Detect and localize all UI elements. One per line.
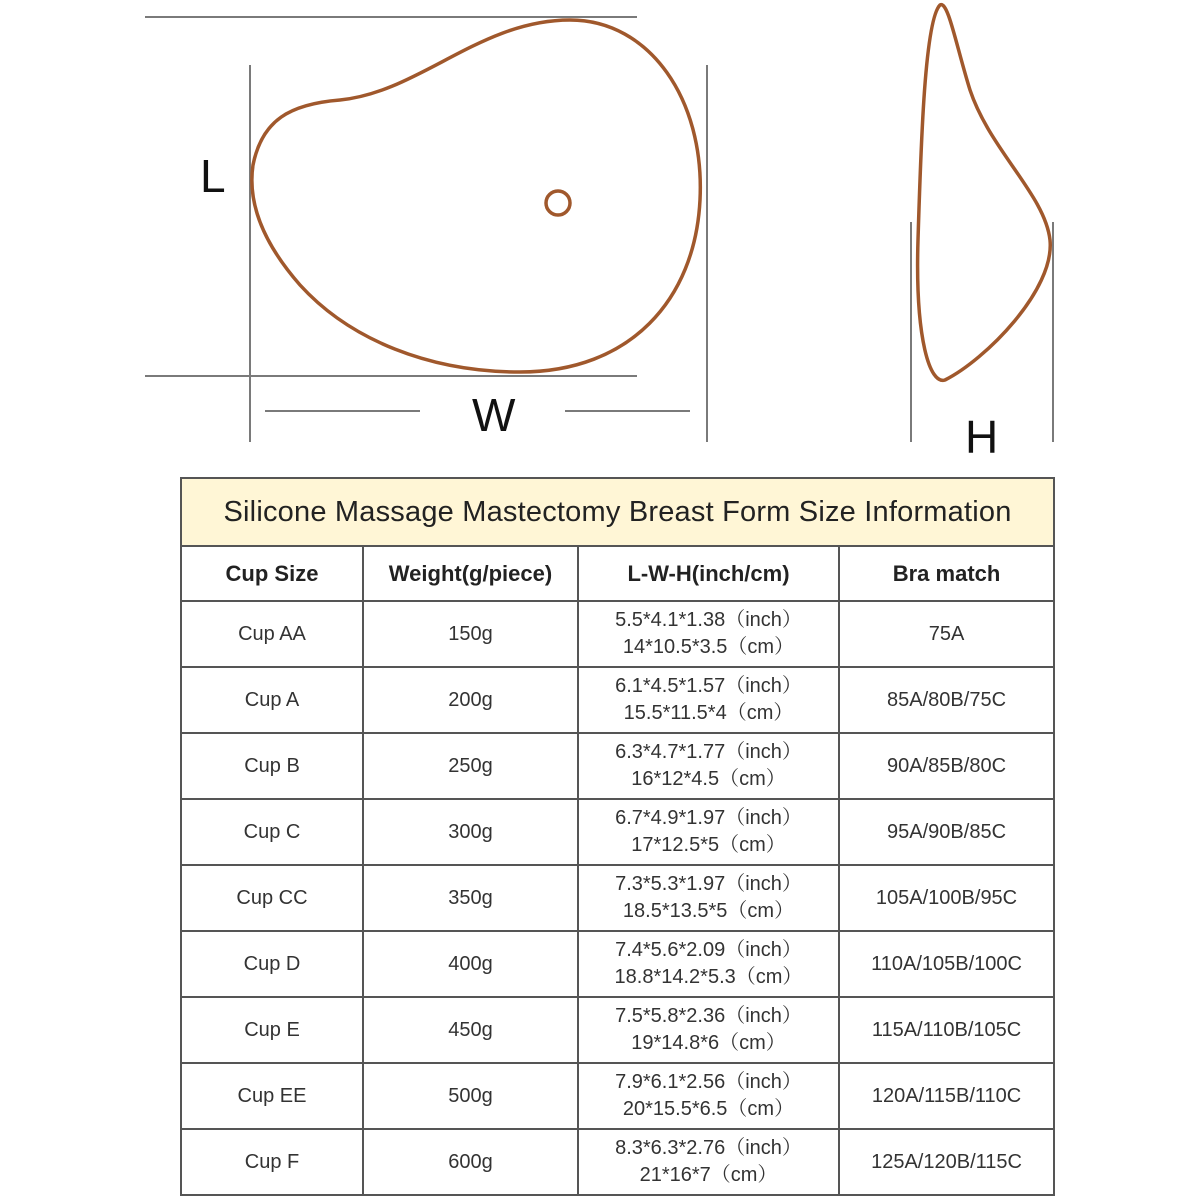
table-header-row xyxy=(181,546,1054,601)
cup-size-cell: Cup C xyxy=(181,799,363,865)
dimensions-inch: 5.5*4.1*1.38（inch） xyxy=(615,609,802,631)
dimensions-inch: 7.4*5.6*2.09（inch） xyxy=(615,939,802,961)
dimensions-cell xyxy=(578,1063,839,1129)
weight-cell: 500g xyxy=(363,1063,578,1129)
dimensions-cell xyxy=(578,865,839,931)
table-row xyxy=(181,1063,1054,1129)
height-label: H xyxy=(965,411,999,463)
dimensions-cm: 19*14.8*6（cm） xyxy=(631,1032,786,1054)
bra-match-cell: 95A/90B/85C xyxy=(839,799,1054,865)
dimensions-inch: 7.3*5.3*1.97（inch） xyxy=(615,873,802,895)
cup-size-cell: Cup A xyxy=(181,667,363,733)
header-weight: Weight(g/piece) xyxy=(363,546,578,601)
dimensions-cm: 21*16*7（cm） xyxy=(639,1164,778,1186)
weight-cell: 300g xyxy=(363,799,578,865)
table-row xyxy=(181,997,1054,1063)
dimensions-cm: 18.5*13.5*5（cm） xyxy=(622,900,795,922)
table-row xyxy=(181,667,1054,733)
bra-match-cell: 125A/120B/115C xyxy=(839,1129,1054,1195)
table-row xyxy=(181,733,1054,799)
diagram-drawing xyxy=(0,0,1200,470)
dimensions-cm: 20*15.5*6.5（cm） xyxy=(622,1098,795,1120)
dimensions-inch: 7.5*5.8*2.36（inch） xyxy=(615,1005,802,1027)
dimensions-inch: 6.7*4.9*1.97（inch） xyxy=(615,807,802,829)
cup-size-cell: Cup CC xyxy=(181,865,363,931)
dimensions-cell xyxy=(578,997,839,1063)
dimensions-inch: 7.9*6.1*2.56（inch） xyxy=(615,1071,802,1093)
dimensions-cell xyxy=(578,667,839,733)
breast-form-diagram xyxy=(0,0,1200,470)
width-label: W xyxy=(472,389,516,441)
weight-cell: 400g xyxy=(363,931,578,997)
weight-cell: 450g xyxy=(363,997,578,1063)
table-title-row xyxy=(181,478,1054,546)
dimensions-cell xyxy=(578,601,839,667)
length-label: L xyxy=(200,150,226,202)
weight-cell: 600g xyxy=(363,1129,578,1195)
bra-match-cell: 115A/110B/105C xyxy=(839,997,1054,1063)
nipple-marker-circle xyxy=(546,191,570,215)
front-view-outline xyxy=(252,20,700,372)
dimensions-cell xyxy=(578,733,839,799)
weight-cell: 350g xyxy=(363,865,578,931)
bra-match-cell: 120A/115B/110C xyxy=(839,1063,1054,1129)
table-row xyxy=(181,799,1054,865)
header-cup-size: Cup Size xyxy=(181,546,363,601)
cup-size-cell: Cup AA xyxy=(181,601,363,667)
dimensions-inch: 8.3*6.3*2.76（inch） xyxy=(615,1137,802,1159)
header-bra-match: Bra match xyxy=(839,546,1054,601)
dimensions-inch: 6.3*4.7*1.77（inch） xyxy=(615,741,802,763)
table-row xyxy=(181,865,1054,931)
weight-cell: 250g xyxy=(363,733,578,799)
dimensions-cm: 17*12.5*5（cm） xyxy=(631,834,786,856)
dimensions-cm: 16*12*4.5（cm） xyxy=(631,768,786,790)
table-title: Silicone Massage Mastectomy Breast Form Size Information xyxy=(181,478,1054,546)
dimensions-cm: 15.5*11.5*4（cm） xyxy=(623,702,794,724)
size-information-table xyxy=(180,477,1055,1196)
cup-size-cell: Cup F xyxy=(181,1129,363,1195)
bra-match-cell: 75A xyxy=(839,601,1054,667)
cup-size-cell: Cup E xyxy=(181,997,363,1063)
dimensions-cm: 18.8*14.2*5.3（cm） xyxy=(614,966,803,988)
bra-match-cell: 90A/85B/80C xyxy=(839,733,1054,799)
dimensions-cell xyxy=(578,931,839,997)
table-row xyxy=(181,931,1054,997)
cup-size-cell: Cup B xyxy=(181,733,363,799)
cup-size-cell: Cup EE xyxy=(181,1063,363,1129)
dimensions-cell xyxy=(578,799,839,865)
bra-match-cell: 85A/80B/75C xyxy=(839,667,1054,733)
table-row xyxy=(181,1129,1054,1195)
table-row xyxy=(181,601,1054,667)
header-dimensions: L-W-H(inch/cm) xyxy=(578,546,839,601)
bra-match-cell: 105A/100B/95C xyxy=(839,865,1054,931)
dimensions-cm: 14*10.5*3.5（cm） xyxy=(622,636,795,658)
weight-cell: 200g xyxy=(363,667,578,733)
side-view-outline xyxy=(918,5,1051,381)
cup-size-cell: Cup D xyxy=(181,931,363,997)
weight-cell: 150g xyxy=(363,601,578,667)
dimensions-inch: 6.1*4.5*1.57（inch） xyxy=(615,675,802,697)
bra-match-cell: 110A/105B/100C xyxy=(839,931,1054,997)
dimensions-cell xyxy=(578,1129,839,1195)
